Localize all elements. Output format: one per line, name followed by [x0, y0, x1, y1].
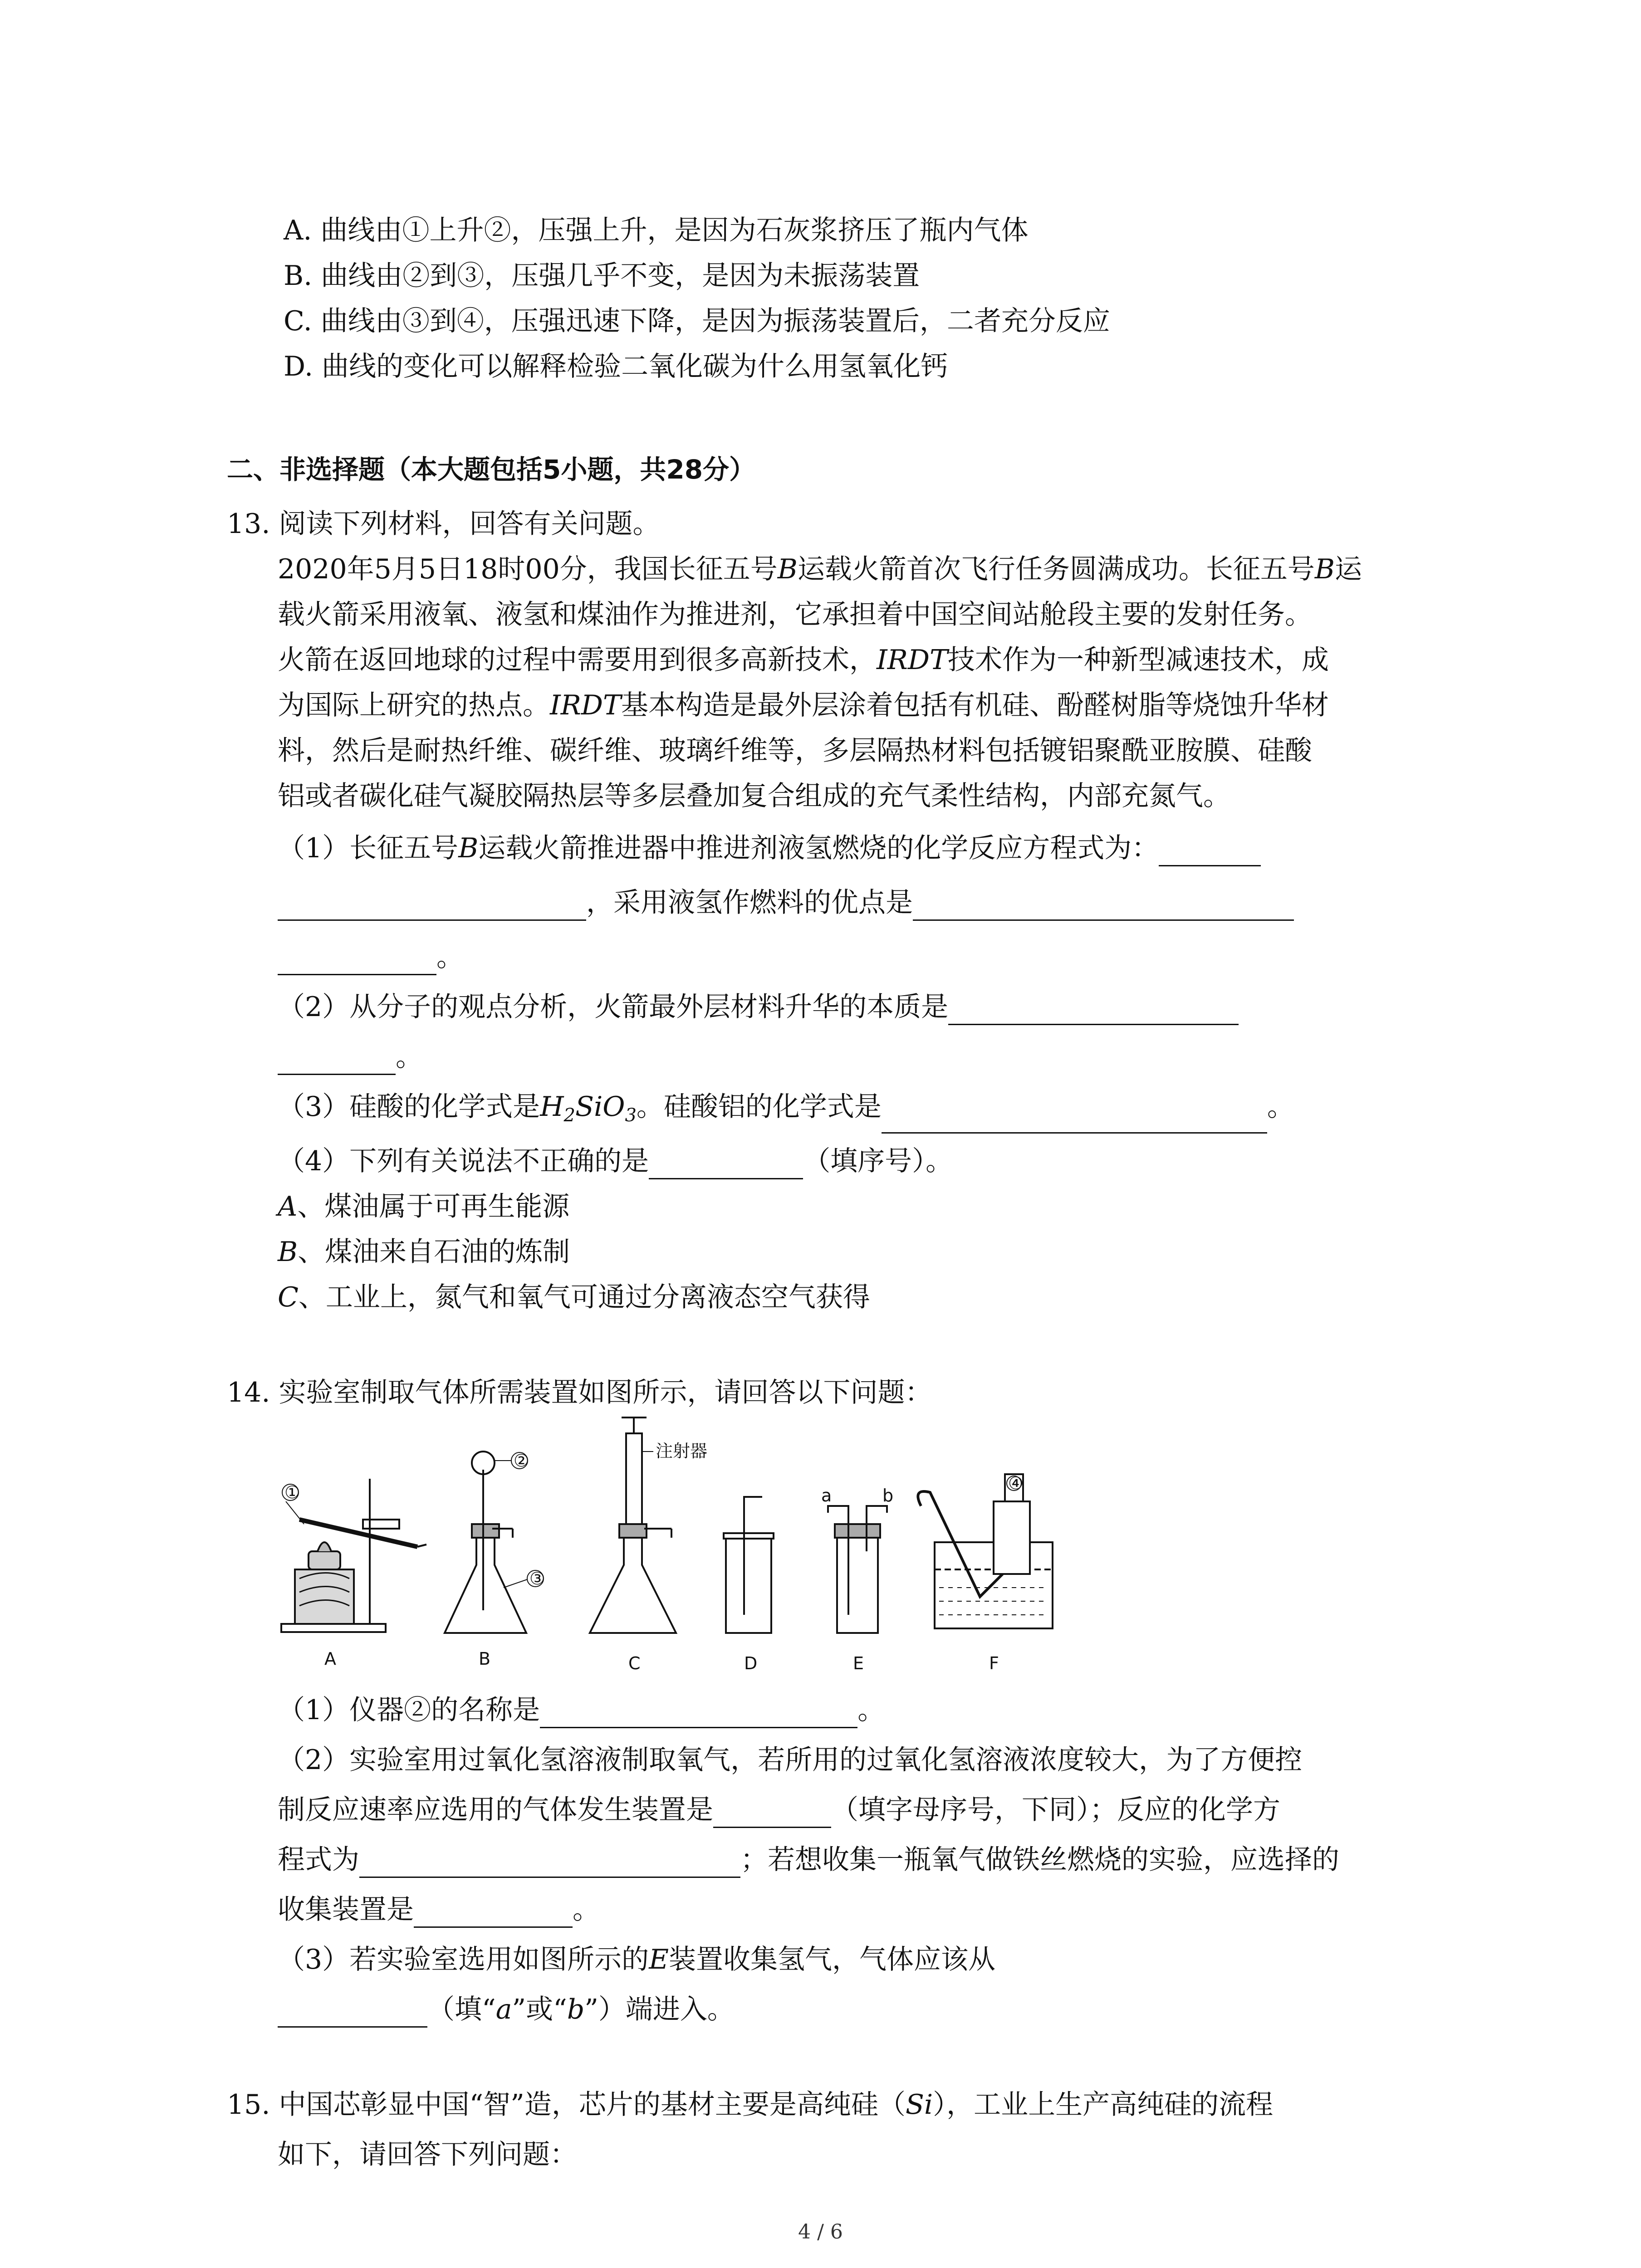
q13-choice-a: A、煤油属于可再生能源 — [278, 1191, 570, 1222]
q13-para-line6: 铝或者碳化硅气凝胶隔热层等多层叠加复合组成的充气柔性结构，内部充氮气。 — [278, 780, 1230, 812]
q14-sub2-line1: （2）实验室用过氧化氢溶液制取氧气，若所用的过氧化氢溶液浓度较大，为了方便控 — [278, 1744, 1303, 1776]
answer-blank[interactable] — [713, 1799, 831, 1828]
q14-sub2-line2: 制反应速率应选用的气体发生装置是 （填字母序号，下同）；反应的化学方 — [278, 1792, 1280, 1828]
label-f: F — [989, 1653, 999, 1673]
q14-sub3: （3）若实验室选用如图所示的E装置收集氢气，气体应该从 — [278, 1944, 995, 1975]
q13-sub3: （3）硅酸的化学式是$H_2SiO_3$。硅酸铝的化学式是 。 — [278, 1089, 1294, 1134]
answer-blank[interactable] — [359, 1849, 740, 1878]
page-number: 4 / 6 — [798, 2220, 843, 2244]
q13-choice-c: C、工业上，氮气和氧气可通过分离液态空气获得 — [278, 1281, 870, 1313]
q13-sub1: （1）长征五号B运载火箭推进器中推进剂液氢燃烧的化学反应方程式为： — [278, 830, 1261, 866]
q13-para-line5: 料，然后是耐热纤维、碳纤维、玻璃纤维等，多层隔热材料包括镀铝聚酰亚胺膜、硅酸 — [278, 735, 1312, 767]
label-syringe: 注射器 — [656, 1441, 708, 1461]
label-port-a: a — [821, 1486, 832, 1505]
q13-para-line1: 2020年5月5日18时00分，我国长征五号B运载火箭首次飞行任务圆满成功。长征五号B运 — [278, 553, 1362, 585]
answer-blank[interactable] — [649, 1151, 803, 1179]
q13-para-line2: 载火箭采用液氧、液氢和煤油作为推进剂，它承担着中国空间站舱段主要的发射任务。 — [278, 599, 1312, 631]
q14-sub2-line3: 程式为 ；若想收集一瓶氧气做铁丝燃烧的实验，应选择的 — [278, 1842, 1339, 1878]
q14-sub2-line4: 收集装置是 。 — [278, 1892, 600, 1928]
label-port-b: b — [882, 1486, 894, 1505]
answer-blank[interactable] — [278, 947, 436, 975]
lab-apparatus-figure — [272, 1415, 1071, 1687]
q14-sub3-end: （填“a”或“b”）端进入。 — [278, 1991, 735, 2028]
q13-stem: 13. 阅读下列材料，回答有关问题。 — [227, 508, 660, 540]
q15-line1: 15. 中国芯彰显中国“智”造，芯片的基材主要是高纯硅（Si），工业上生产高纯硅的流程 — [227, 2089, 1274, 2121]
apparatus-a — [281, 1479, 426, 1632]
answer-blank[interactable] — [913, 892, 1294, 921]
apparatus-e — [828, 1506, 887, 1633]
q13-sub2: （2）从分子的观点分析，火箭最外层材料升华的本质是 — [278, 989, 1239, 1025]
label-a: A — [324, 1649, 336, 1669]
q13-para-line4: 为国际上研究的热点。IRDT基本构造是最外层涂着包括有机硅、酚醛树脂等烧蚀升华材 — [278, 689, 1329, 721]
answer-blank[interactable] — [278, 892, 586, 921]
label-e: E — [853, 1653, 864, 1673]
answer-blank[interactable] — [882, 1105, 1267, 1134]
q13-choice-b: B、煤油来自石油的炼制 — [278, 1236, 570, 1268]
label-c: C — [628, 1653, 641, 1673]
answer-blank[interactable] — [948, 997, 1239, 1025]
q13-sub1-end: 。 — [278, 939, 464, 975]
section-title: 二、非选择题（本大题包括5小题，共28分） — [227, 454, 756, 485]
apparatus-d — [724, 1497, 774, 1633]
option-d: D. 曲线的变化可以解释检验二氧化碳为什么用氢氧化钙 — [284, 351, 948, 382]
label-circle2: ② — [514, 1451, 529, 1471]
answer-blank[interactable] — [278, 1046, 396, 1075]
option-b: B. 曲线由②到③，压强几乎不变，是因为未振荡装置 — [284, 260, 920, 292]
q14-stem: 14. 实验室制取气体所需装置如图所示，请回答以下问题： — [227, 1377, 932, 1408]
q13-sub2-end: 。 — [278, 1039, 423, 1075]
answer-blank[interactable] — [414, 1899, 573, 1928]
label-d: D — [744, 1653, 758, 1673]
q14-sub1: （1）仪器②的名称是 。 — [278, 1692, 885, 1728]
apparatus-b — [445, 1452, 544, 1633]
q13-sub4: （4）下列有关说法不正确的是 （填序号）。 — [278, 1143, 953, 1179]
q13-sub1-cont: ，采用液氢作燃料的优点是 — [278, 885, 1294, 921]
answer-blank[interactable] — [278, 1999, 427, 2028]
q15-line2: 如下，请回答下列问题： — [278, 2139, 577, 2170]
option-c: C. 曲线由③到④，压强迅速下降，是因为振荡装置后，二者充分反应 — [284, 305, 1110, 337]
apparatus-f — [918, 1474, 1053, 1628]
label-circle3: ③ — [529, 1569, 545, 1589]
q13-para-line3: 火箭在返回地球的过程中需要用到很多高新技术，IRDT技术作为一种新型减速技术，成 — [278, 644, 1329, 676]
label-b: B — [479, 1649, 491, 1669]
label-circle1: ① — [284, 1482, 300, 1502]
answer-blank[interactable] — [1159, 838, 1261, 866]
label-circle4: ④ — [1008, 1473, 1024, 1493]
option-a: A. 曲线由①上升②，压强上升，是因为石灰浆挤压了瓶内气体 — [284, 215, 1029, 246]
answer-blank[interactable] — [540, 1700, 857, 1728]
